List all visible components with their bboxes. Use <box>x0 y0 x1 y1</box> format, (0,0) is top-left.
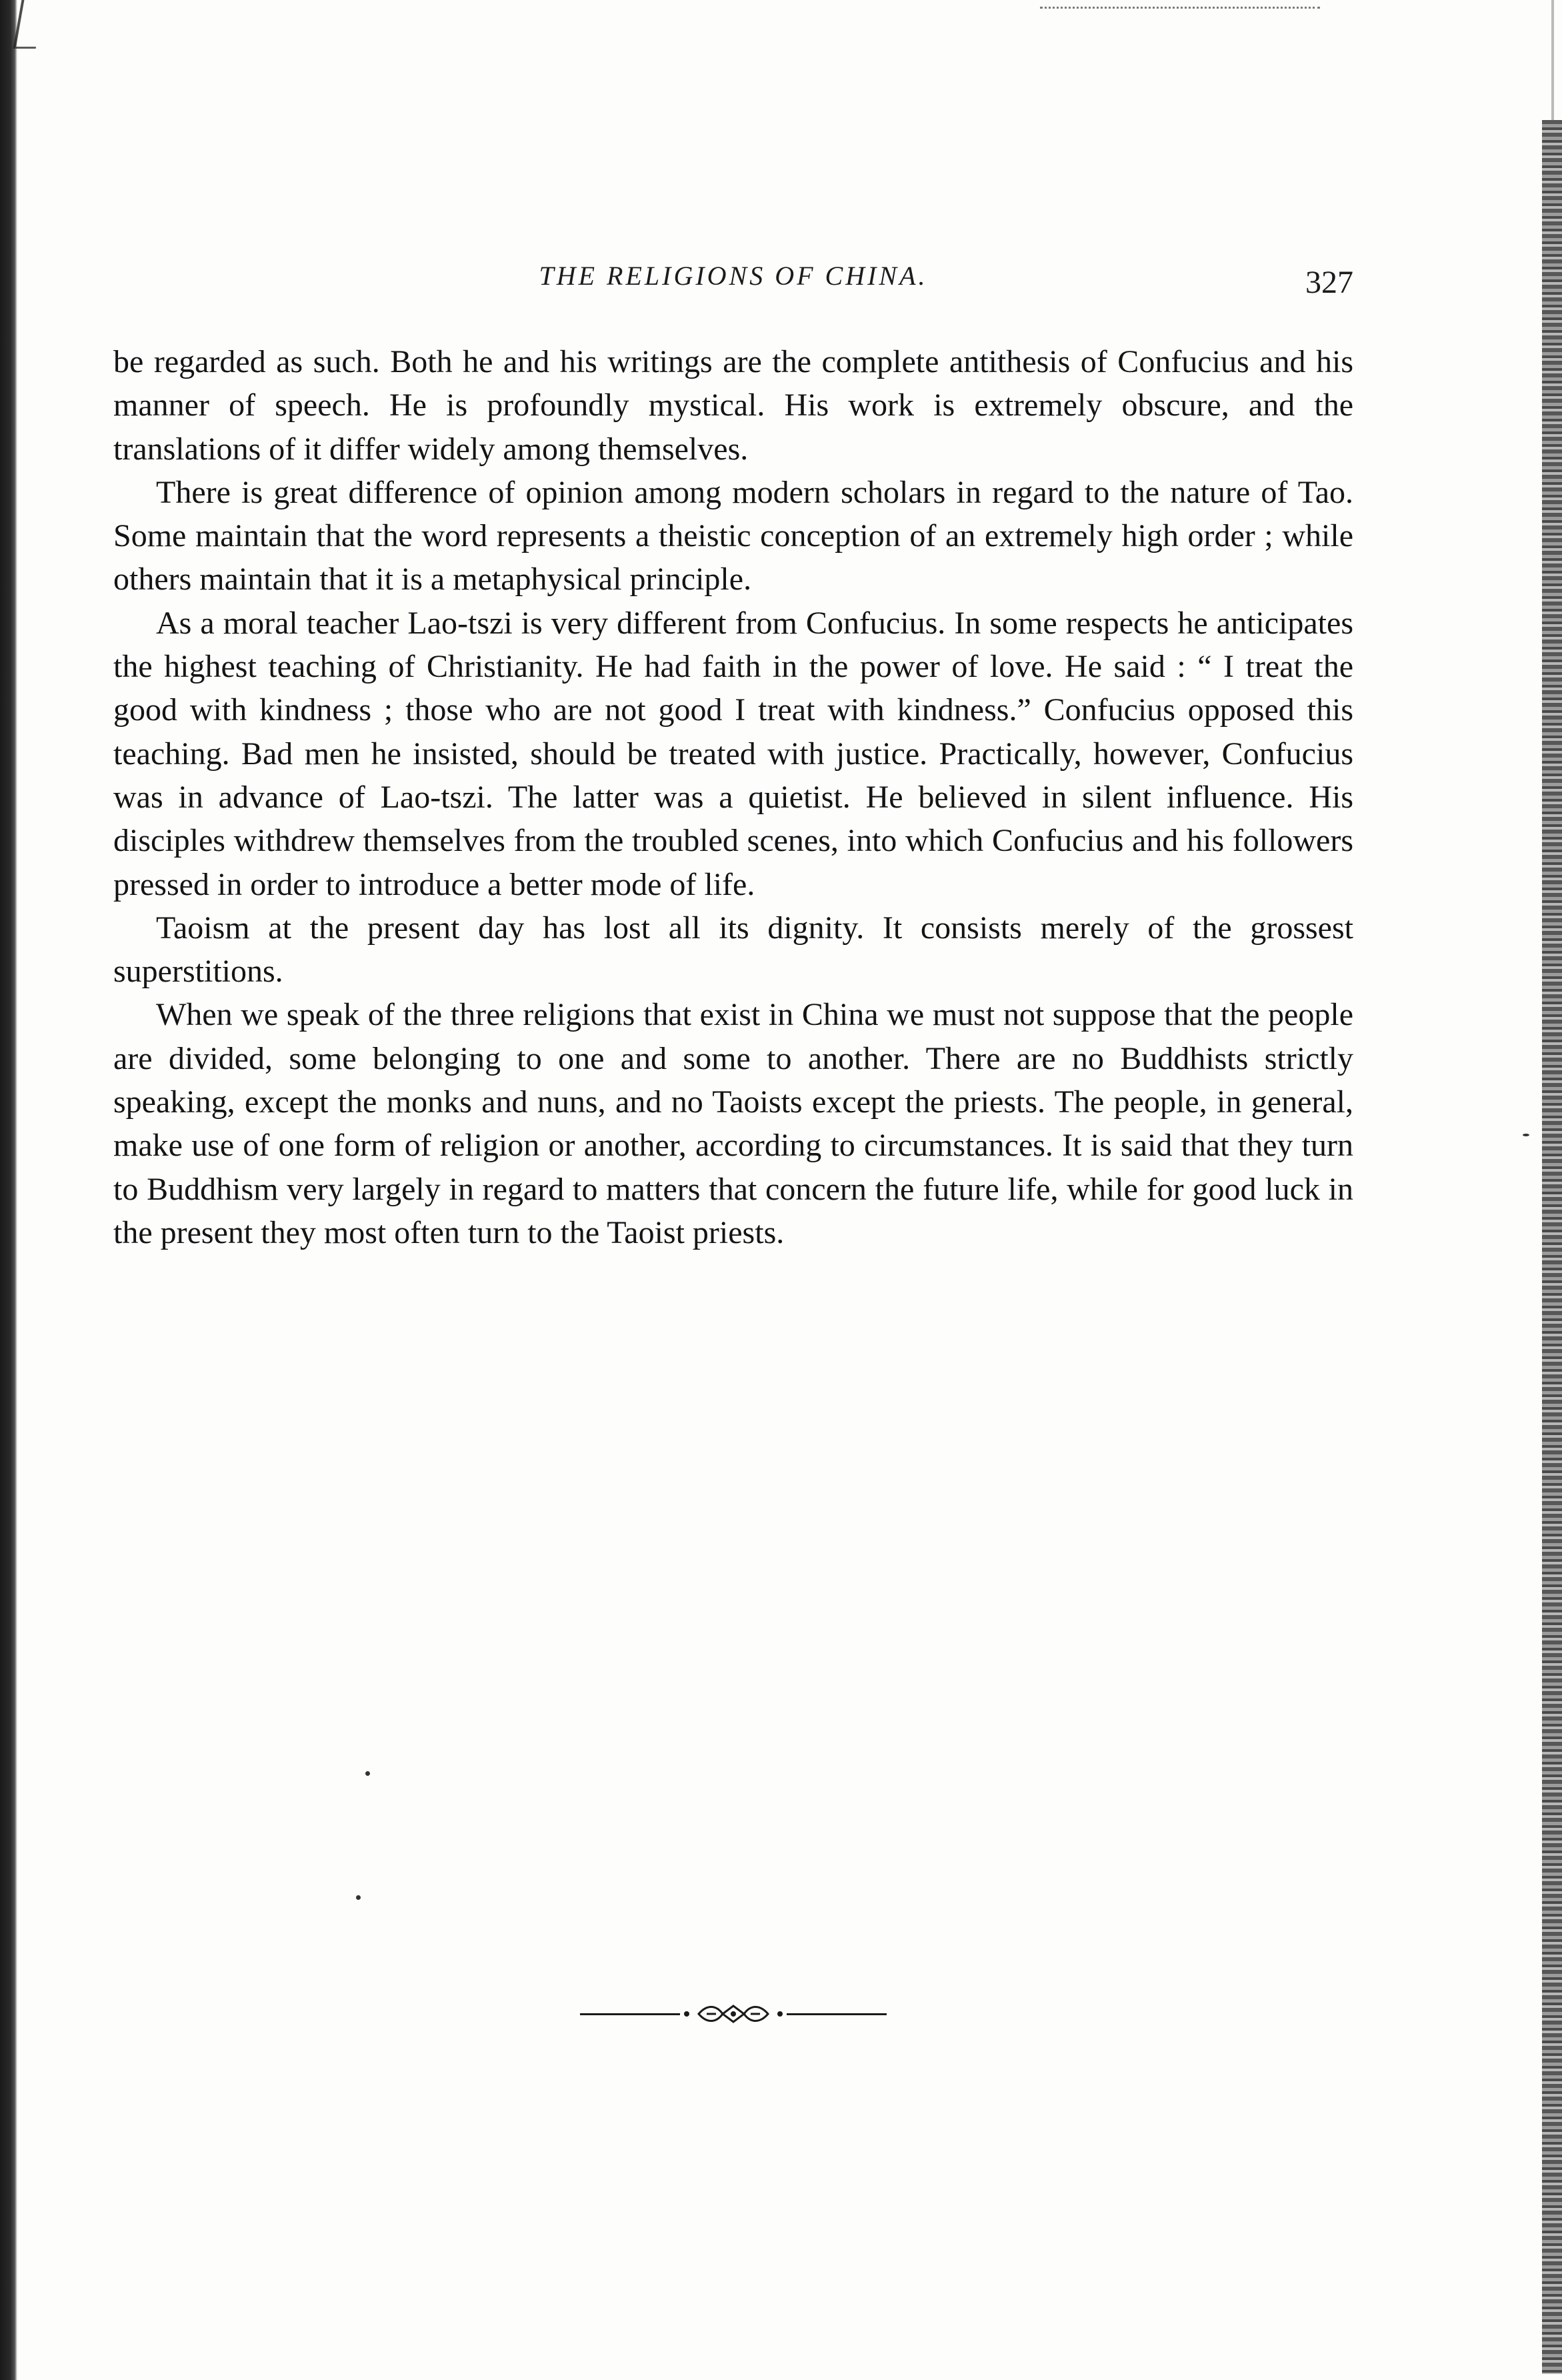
paragraph: As a moral teacher Lao-tszi is very different from Confucius. In some respects he anticipates the highest teaching of Christianity. He had faith in the power of love. He said : “ I treat the good with kindness ; those who are not good I treat with kindness.” Confucius opposed this teaching. Bad men he insisted, should be treated with justice. Practically, however, Confucius was in advance of Lao-tszi. The latter was a quietist. He believed in silent influence. His disciples withdrew themselves from the troubled scenes, into which Confucius and his followers pressed in order to introduce a better mode of life. <box>113 605 1353 902</box>
paragraph: Taoism at the present day has lost all its dignity. It consists merely of the grossest superstitions. <box>113 910 1353 990</box>
paragraph: When we speak of the three religions that exist in China we must not suppose that the people are divided, some belonging to one and some to another. There are no Buddhists strictly speaking, except the monks and nuns, and no Taoists except the priests. The people, in general, make use of one form of religion or another, according to circumstances. It is said that they turn to Buddhism very largely in regard to matters that concern the future life, while for good luck in the present they most often turn to the Taoist priests. <box>113 997 1353 1250</box>
body-text <box>113 340 1353 1254</box>
tailpiece-ornament-icon <box>693 2001 773 2027</box>
ornament-dot <box>777 2011 783 2017</box>
book-page <box>113 260 1353 1254</box>
scan-edge-right-top <box>1551 0 1554 120</box>
scan-speck <box>356 1895 361 1900</box>
running-head <box>113 260 1353 320</box>
tailpiece-ornament <box>113 1994 1353 2034</box>
paragraph: be regarded as such. Both he and his writings are the complete antithesis of Confucius and his manner of speech. He is profoundly mystical. His work is extremely obscure, and the translations of it differ widely among themselves. <box>113 344 1353 467</box>
paragraph: There is great difference of opinion among modern scholars in regard to the nature of Tao. Some maintain that the word represents a theistic conception of an extremely high order ; while others maintain that it is a metaphysical principle. <box>113 474 1353 598</box>
scan-edge-right <box>1542 120 1562 2374</box>
scan-corner-mark <box>13 0 45 49</box>
page-number: 327 <box>1305 265 1353 300</box>
ornament-dot <box>684 2011 689 2017</box>
running-title: THE RELIGIONS OF CHINA. <box>539 261 928 291</box>
ornament-rule-right <box>787 2013 887 2015</box>
scan-edge-left <box>0 0 17 2380</box>
scan-top-dash <box>1040 7 1320 9</box>
scan-speck <box>365 1771 370 1776</box>
scan-speck <box>1523 1134 1529 1136</box>
ornament-rule-left <box>580 2013 680 2015</box>
